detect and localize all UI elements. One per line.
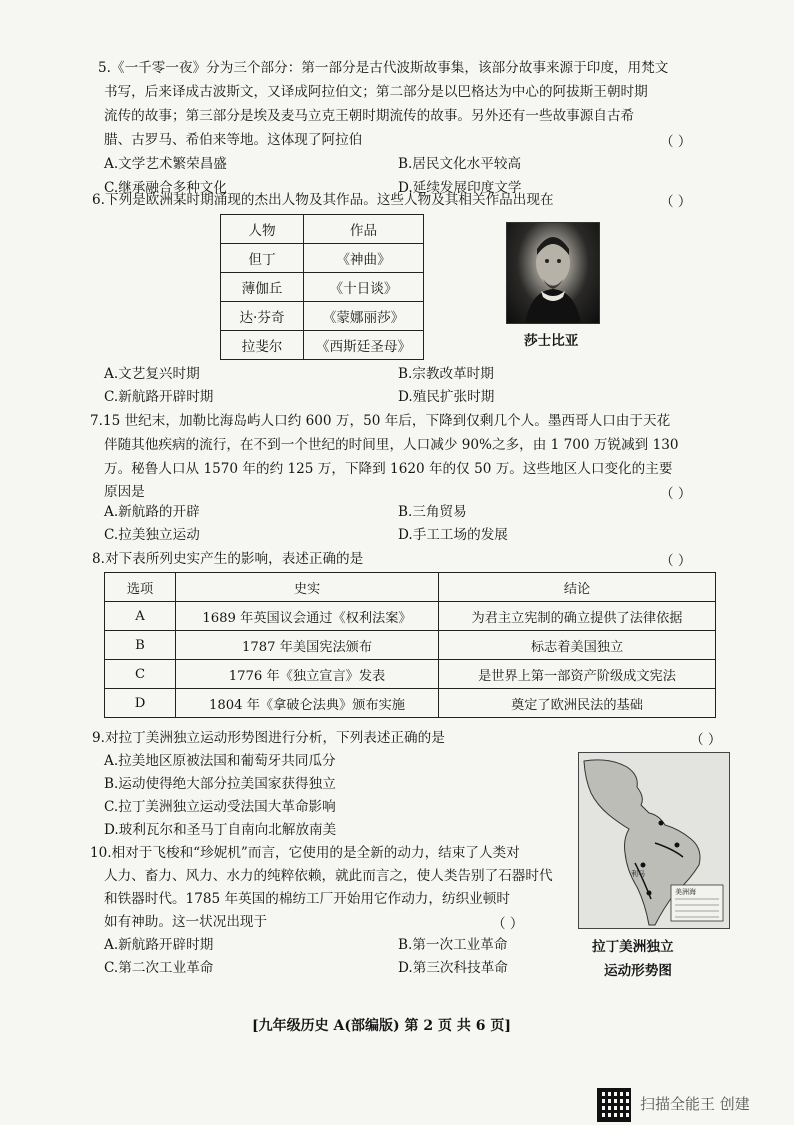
portrait-caption: 莎士比亚 [524, 333, 579, 349]
q8-cell: 1776 年《独立宣言》发表 [176, 660, 439, 689]
portrait-sketch [507, 223, 599, 323]
q6-cell: 但丁 [221, 244, 304, 273]
q9-answer-paren: （ ） [690, 732, 722, 748]
map-label-lima: 利马 [631, 870, 645, 878]
q5-line-1: 5.《一千零一夜》分为三个部分：第一部分是古代波斯故事集，该部分故事来源于印度，用梵文 [98, 60, 669, 76]
q5-option-a: A.文学艺术繁荣昌盛 [104, 156, 227, 172]
q6-answer-paren: （ ） [660, 194, 692, 210]
q5-line-2: 书写，后来译成古波斯文，又译成阿拉伯文；第二部分是以巴格达为中心的阿拔斯王朝时期 [104, 84, 648, 100]
q9-stem: 9.对拉丁美洲独立运动形势图进行分析，下列表述正确的是 [92, 730, 445, 746]
page-footer: [九年级历史 A(部编版) 第 2 页 共 6 页] [252, 1018, 511, 1034]
q7-line-2: 伴随其他疾病的流行，在不到一个世纪的时间里，人口减少 90%之多，由 1 700 万锐减到 130 [104, 437, 679, 453]
q8-cell: 1787 年美国宪法颁布 [176, 631, 439, 660]
q6-table [220, 214, 424, 360]
q10-answer-paren: （ ） [492, 916, 524, 932]
map-sketch [579, 753, 729, 928]
q8-answer-paren: （ ） [660, 553, 692, 569]
q7-option-c: C.拉美独立运动 [104, 527, 200, 543]
scanner-watermark: 扫描全能王 创建 [640, 1095, 750, 1113]
q10-line-3: 和铁器时代。1785 年英国的棉纺工厂开始用它作动力，纺织业顿时 [104, 891, 510, 907]
q8-cell: B [105, 631, 176, 660]
q7-option-d: D.手工工场的发展 [398, 527, 508, 543]
q5-option-c: C.继承融合多种文化 [104, 180, 227, 196]
q7-answer-paren: （ ） [660, 486, 692, 502]
map-caption-line-1: 拉丁美洲独立 [592, 939, 674, 955]
q6-cell: 达·芬奇 [221, 302, 304, 331]
q10-option-a: A.新航路开辟时期 [104, 937, 214, 953]
q8-cell: 为君主立宪制的确立提供了法律依据 [439, 602, 716, 631]
q6-cell: 薄伽丘 [221, 273, 304, 302]
q6-option-d: D.殖民扩张时期 [398, 389, 495, 405]
q6-stem: 6.下列是欧洲某时期涌现的杰出人物及其作品。这些人物及其相关作品出现在 [92, 192, 554, 208]
q8-cell: C [105, 660, 176, 689]
qr-code-icon [597, 1088, 631, 1122]
q7-line-1: 7.15 世纪末，加勒比海岛屿人口约 600 万，50 年后，下降到仅剩几个人。墨西哥人口由于天花 [90, 413, 671, 429]
q6-header-person: 人物 [221, 215, 304, 244]
q7-line-3: 万。秘鲁人口从 1570 年的约 125 万，下降到 1620 年的仅 50 万。这些地区人口变化的主要 [104, 461, 673, 477]
q5-line-4: 腊、古罗马、希伯来等地。这体现了阿拉伯 [104, 132, 363, 148]
map-legend-title: 美洲海 [675, 888, 696, 896]
q8-cell: A [105, 602, 176, 631]
q6-option-c: C.新航路开辟时期 [104, 389, 214, 405]
q6-option-a: A.文艺复兴时期 [104, 366, 200, 382]
q8-table [104, 572, 716, 718]
q9-option-c: C.拉丁美洲独立运动受法国大革命影响 [104, 799, 336, 815]
q10-option-c: C.第二次工业革命 [104, 960, 214, 976]
q6-cell: 《蒙娜丽莎》 [304, 302, 424, 331]
q9-option-d: D.玻利瓦尔和圣马丁自南向北解放南美 [104, 822, 337, 838]
q5-option-b: B.居民文化水平较高 [398, 156, 522, 172]
q10-line-4: 如有神助。这一状况出现于 [104, 914, 268, 930]
q7-option-b: B.三角贸易 [398, 504, 467, 520]
q8-cell: 1804 年《拿破仑法典》颁布实施 [176, 689, 439, 718]
q8-header-conclusion: 结论 [439, 573, 716, 602]
q10-option-d: D.第三次科技革命 [398, 960, 508, 976]
q6-option-b: B.宗教改革时期 [398, 366, 494, 382]
q6-cell: 拉斐尔 [221, 331, 304, 360]
q7-option-a: A.新航路的开辟 [104, 504, 200, 520]
q8-header-fact: 史实 [176, 573, 439, 602]
latin-america-independence-map [578, 752, 730, 929]
q8-cell: 标志着美国独立 [439, 631, 716, 660]
q7-line-4: 原因是 [104, 484, 145, 500]
q6-cell: 《神曲》 [304, 244, 424, 273]
q9-option-b: B.运动使得绝大部分拉美国家获得独立 [104, 776, 336, 792]
q6-cell: 《西斯廷圣母》 [304, 331, 424, 360]
q10-line-2: 人力、畜力、风力、水力的纯粹依赖，就此而言之，使人类告别了石器时代 [104, 868, 553, 884]
q5-answer-paren: （ ） [660, 134, 692, 150]
q8-cell: 1689 年英国议会通过《权利法案》 [176, 602, 439, 631]
q6-header-work: 作品 [304, 215, 424, 244]
q5-option-d: D.延续发展印度文学 [398, 180, 522, 196]
q5-line-3: 流传的故事；第三部分是埃及麦马立克王朝时期流传的故事。另外还有一些故事源自古希 [104, 108, 635, 124]
q8-header-option: 选项 [105, 573, 176, 602]
q8-stem: 8.对下表所列史实产生的影响，表述正确的是 [92, 551, 364, 567]
q8-cell: 奠定了欧洲民法的基础 [439, 689, 716, 718]
q10-line-1: 10.相对于飞梭和“珍妮机”而言，它使用的是全新的动力，结束了人类对 [90, 845, 520, 861]
q9-option-a: A.拉美地区原被法国和葡萄牙共同瓜分 [104, 753, 336, 769]
shakespeare-portrait [506, 222, 600, 324]
map-caption-line-2: 运动形势图 [604, 963, 672, 979]
q10-option-b: B.第一次工业革命 [398, 937, 508, 953]
q8-cell: D [105, 689, 176, 718]
q8-cell: 是世界上第一部资产阶级成文宪法 [439, 660, 716, 689]
q6-cell: 《十日谈》 [304, 273, 424, 302]
